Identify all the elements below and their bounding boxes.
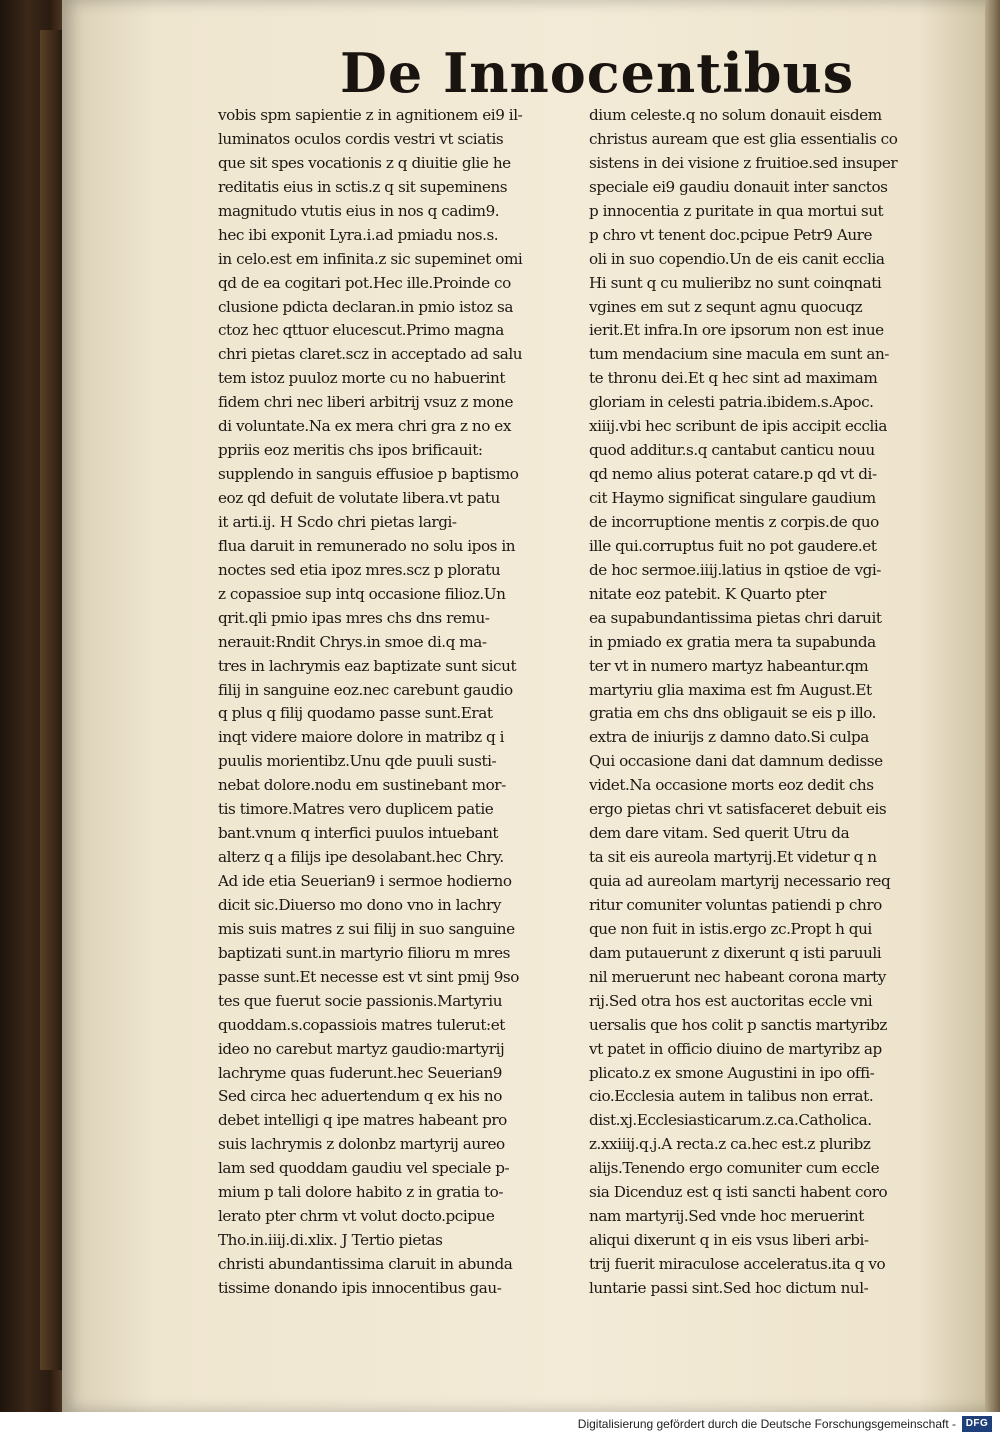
right-column-line: nil meruerunt nec habeant corona marty xyxy=(589,967,886,986)
right-column-line: Hi sunt q cu mulieribz no sunt coinqnati xyxy=(589,273,882,292)
right-column-line: vgines em sut z sequnt agnu quocuqz xyxy=(589,297,863,316)
left-column-line: qrit.qli pmio ipas mres chs dns remu- xyxy=(218,608,490,627)
left-column-line: mis suis matres z sui filij in suo sanguine xyxy=(218,919,515,938)
right-column-line: tum mendacium sine macula em sunt an- xyxy=(589,345,889,364)
page-right-edge xyxy=(985,0,1000,1412)
right-column-line: nitate eoz patebit. K Quarto pter xyxy=(589,584,826,603)
left-column-line: Tho.in.iiij.di.xlix. J Tertio pietas xyxy=(218,1231,443,1250)
book-spine-edge xyxy=(40,30,62,1370)
left-column-line: magnitudo vtutis eius in nos q cadim9. xyxy=(218,201,500,220)
right-column-line: extra de iniurijs z damno dato.Si culpa xyxy=(589,728,869,747)
right-column-line: p chro vt tenent doc.pcipue Petr9 Aure xyxy=(589,225,873,244)
right-column-line: de incorruptione mentis z corpis.de quo xyxy=(589,512,879,531)
right-column-line: ritur comuniter voluntas patiendi p chro xyxy=(589,895,882,914)
left-column-line: inqt videre maiore dolore in matribz q i xyxy=(218,728,505,747)
left-column-line: filij in sanguine eoz.nec carebunt gaudio xyxy=(218,680,513,699)
dfg-logo: DFG xyxy=(962,1416,992,1432)
left-column-line: suis lachrymis z dolonbz martyrij aureo xyxy=(218,1135,505,1154)
right-column-line: ter vt in numero martyz habeantur.qm xyxy=(589,656,869,675)
right-column-line: uersalis que hos colit p sanctis martyribz xyxy=(589,1015,887,1034)
left-column-line: ideo no carebut martyz gaudio:martyrij xyxy=(218,1039,505,1058)
right-column-line: sistens in dei visione z fruitioe.sed insuper xyxy=(589,153,898,172)
right-column-line: z.xxiiij.q.j.A recta.z ca.hec est.z pluribz xyxy=(589,1135,871,1154)
left-column-line: flua daruit in remunerado no solu ipos in xyxy=(218,536,516,555)
right-column-line: de hoc sermoe.iiij.latius in qstioe de vgi- xyxy=(589,560,881,579)
right-column-line: dist.xj.Ecclesiasticarum.z.ca.Catholica. xyxy=(589,1111,872,1130)
right-column-line: quod additur.s.q cantabut canticu nouu xyxy=(589,441,875,460)
left-column-line: ppriis eoz meritis chs ipos brificauit: xyxy=(218,441,483,460)
left-column-line: Ad ide etia Seuerian9 i sermoe hodierno xyxy=(218,872,512,890)
right-column-line: qd nemo alius poterat catare.p qd vt di- xyxy=(589,465,877,484)
right-column-line: speciale ei9 gaudiu donauit inter sanctos xyxy=(589,177,888,196)
right-column-line: christus auream que est glia essentialis co xyxy=(589,129,898,148)
left-column-line: fidem chri nec liberi arbitrij vsuz z mone xyxy=(218,393,514,412)
right-column-line: dium celeste.q no solum donauit eisdem xyxy=(589,106,882,124)
left-column-line: noctes sed etia ipoz mres.scz p ploratu xyxy=(218,560,501,579)
right-column-line: videt.Na occasione morts eoz dedit chs xyxy=(589,776,874,795)
right-column-line: p innocentia z puritate in qua mortui sut xyxy=(589,201,884,220)
right-column-line: ta sit eis aureola martyrij.Et videtur q n xyxy=(589,848,877,867)
left-column-line: bant.vnum q interfici puulos intuebant xyxy=(218,824,499,843)
left-column-line: reditatis eius in sctis.z q sit supeminens xyxy=(218,177,508,196)
footer-credit: Digitalisierung gefördert durch die Deutsche Forschungsgemeinschaft - xyxy=(577,1417,956,1431)
left-column-line: christi abundantissima claruit in abunda xyxy=(218,1255,513,1273)
right-column-line: cio.Ecclesia autem in talibus non errat. xyxy=(589,1087,874,1106)
footer-bar xyxy=(0,1412,1000,1438)
right-column-line: sia Dicenduz est q isti sancti habent coro xyxy=(589,1183,888,1202)
left-column-line: qd de ea cogitari pot.Hec ille.Proinde co xyxy=(218,273,511,292)
left-column-line: lachryme quas fuderunt.hec Seuerian9 xyxy=(218,1063,502,1082)
right-column-line: plicato.z ex smone Augustini in ipo offi- xyxy=(589,1063,875,1082)
left-column-line: luminatos oculos cordis vestri vt sciatis xyxy=(218,129,504,148)
left-column-line: tres in lachrymis eaz baptizate sunt sicut xyxy=(218,656,517,675)
right-column-line: alijs.Tenendo ergo comuniter cum eccle xyxy=(589,1159,880,1178)
left-column-line: puulis morientibz.Unu qde puuli susti- xyxy=(218,752,497,771)
right-column-line: te thronu dei.Et q hec sint ad maximam xyxy=(589,369,878,388)
right-column-line: ergo pietas chri vt satisfaceret debuit eis xyxy=(589,800,887,819)
left-column-line: mium p tali dolore habito z in gratia to- xyxy=(218,1183,504,1202)
left-column-line: in celo.est em infinita.z sic supeminet omi xyxy=(218,249,523,268)
left-column-line: z copassioe sup intq occasione filioz.Un xyxy=(218,584,506,603)
left-column-line: alterz q a filijs ipe desolabant.hec Chry. xyxy=(218,848,504,867)
right-column-line: luntarie passi sint.Sed hoc dictum nul- xyxy=(589,1278,869,1297)
right-text-column xyxy=(589,104,941,1301)
left-column-line: tes que fuerut socie passionis.Martyriu xyxy=(218,991,503,1010)
left-column-line: Sed circa hec aduertendum q ex his no xyxy=(218,1087,502,1106)
right-column-line: dem dare vitam. Sed querit Utru da xyxy=(589,824,850,843)
right-column-line: que non fuit in istis.ergo zc.Propt h qui xyxy=(589,919,872,938)
left-column-line: que sit spes vocationis z q diuitie glie he xyxy=(218,153,511,172)
right-column-line: martyriu glia maxima est fm August.Et xyxy=(589,680,872,699)
right-column-line: ille qui.corruptus fuit no pot gaudere.et xyxy=(589,536,877,555)
right-column-line: in pmiado ex gratia mera ta supabunda xyxy=(589,632,876,651)
right-column-line: aliqui dixerunt q in eis vsus liberi arbi- xyxy=(589,1231,869,1250)
left-column-line: q plus q filij quodamo passe sunt.Erat xyxy=(218,704,493,723)
right-column-line: ierit.Et infra.In ore ipsorum non est inue xyxy=(589,321,884,340)
right-column-line: oli in suo copendio.Un de eis canit ecclia xyxy=(589,249,885,268)
right-column-line: nam martyrij.Sed vnde hoc meruerint xyxy=(589,1207,864,1226)
right-column-line: gloriam in celesti patria.ibidem.s.Apoc. xyxy=(589,393,874,412)
left-column-line: quoddam.s.copassiois matres tulerut:et xyxy=(218,1015,505,1034)
left-column-line: ctoz hec qttuor elucescut.Primo magna xyxy=(218,321,504,340)
left-column-line: supplendo in sanguis effusioe p baptismo xyxy=(218,465,519,484)
left-column-line: passe sunt.Et necesse est vt sint pmij 9so xyxy=(218,967,519,986)
right-column-line: xiiij.vbi hec scribunt de ipis accipit ecclia xyxy=(589,417,887,436)
left-column-line: tem istoz puuloz morte cu no habuerint xyxy=(218,369,505,388)
right-column-line: rij.Sed otra hos est auctoritas eccle vni xyxy=(589,991,873,1010)
left-column-line: nerauit:Rndit Chrys.in smoe di.q ma- xyxy=(218,632,487,651)
right-column-line: quia ad aureolam martyrij necessario req xyxy=(589,872,891,890)
right-column-line: trij fuerit miraculose acceleratus.ita q vo xyxy=(589,1255,886,1273)
left-column-line: eoz qd defuit de volutate libera.vt patu xyxy=(218,489,500,507)
right-column-line: Qui occasione dani dat damnum dedisse xyxy=(589,752,883,771)
left-text-column xyxy=(218,104,570,1301)
left-column-line: tis timore.Matres vero duplicem patie xyxy=(218,800,494,819)
page-title: De Innocentibus xyxy=(340,41,855,105)
left-column-line: it arti.ij. H Scdo chri pietas largi- xyxy=(218,512,457,531)
right-column-line: gratia em chs dns obligauit se eis p illo. xyxy=(589,704,877,723)
left-column-line: debet intelligi q ipe matres habeant pro xyxy=(218,1111,507,1130)
left-column-line: lerato pter chrm vt volut docto.pcipue xyxy=(218,1207,495,1226)
right-column-line: dam putauerunt z dixerunt q isti paruuli xyxy=(589,943,882,962)
left-column-line: baptizati sunt.in martyrio filioru m mres xyxy=(218,943,510,962)
right-column-line: vt patet in officio diuino de martyribz ap xyxy=(589,1039,882,1058)
left-column-line: hec ibi exponit Lyra.i.ad pmiadu nos.s. xyxy=(218,225,499,244)
left-column-line: lam sed quoddam gaudiu vel speciale p- xyxy=(218,1159,510,1178)
left-column-line: chri pietas claret.scz in acceptado ad salu xyxy=(218,345,523,364)
left-column-line: tissime donando ipis innocentibus gau- xyxy=(218,1278,502,1297)
left-column-line: nebat dolore.nodu em sustinebant mor- xyxy=(218,776,506,795)
left-column-line: di voluntate.Na ex mera chri gra z no ex xyxy=(218,417,511,436)
left-column-line: dicit sic.Diuerso mo dono vno in lachry xyxy=(218,895,501,914)
right-column-line: cit Haymo significat singulare gaudium xyxy=(589,489,876,507)
left-column-line: vobis spm sapientie z in agnitionem ei9 il- xyxy=(218,106,523,124)
left-column-line: clusione pdicta declaran.in pmio istoz sa xyxy=(218,297,513,316)
right-column-line: ea supabundantissima pietas chri daruit xyxy=(589,608,882,627)
